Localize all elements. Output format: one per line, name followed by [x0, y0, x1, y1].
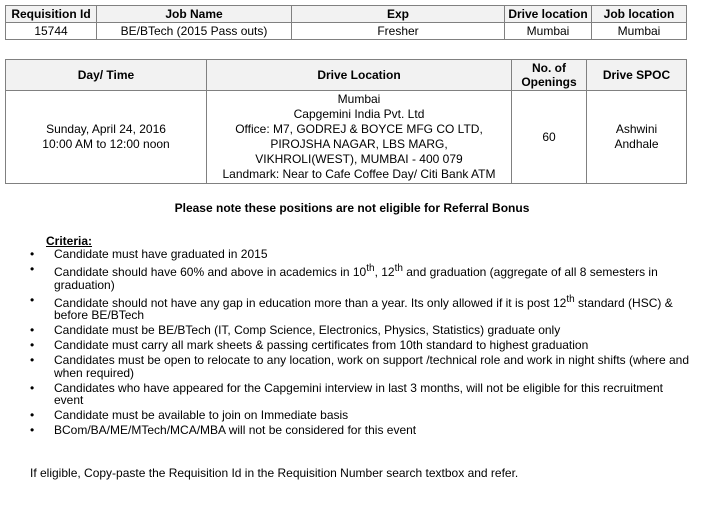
header-drive-spoc: Drive SPOC — [587, 60, 687, 91]
list-item — [0, 409, 690, 422]
spoc-last-name: Andhale — [614, 137, 659, 151]
drive-header-row — [6, 60, 687, 91]
criteria-text: Candidate should have 60% and above in academics in 10 — [54, 265, 367, 279]
header-job-location: Job location — [592, 6, 687, 23]
cell-job-name: BE/BTech (2015 Pass outs) — [97, 23, 292, 40]
header-openings — [512, 60, 587, 91]
criteria-text: , 12 — [374, 265, 395, 279]
list-item — [0, 382, 690, 407]
bullet-icon: • — [30, 323, 35, 337]
footer-instruction: If eligible, Copy-paste the Requisition Id in the Requisition Number search textbox and refer. — [30, 466, 519, 480]
list-item — [0, 354, 690, 379]
criteria-text: Candidate must carry all mark sheets & passing certificates from 10th standard to highest graduation — [54, 338, 589, 352]
header-job-name: Job Name — [97, 6, 292, 23]
address-line: Office: M7, GODREJ & BOYCE MFG CO LTD, — [235, 122, 483, 136]
drive-day: Sunday, April 24, 2016 — [46, 122, 166, 136]
header-openings-line1: No. of — [532, 61, 566, 75]
superscript: th — [394, 263, 403, 274]
header-day-time: Day/ Time — [6, 60, 207, 91]
cell-drive-location: Mumbai — [505, 23, 592, 40]
bullet-icon: • — [30, 408, 35, 422]
cell-drive-location-address — [207, 91, 512, 184]
cell-requisition-id: 15744 — [6, 23, 97, 40]
header-drive-location: Drive Location — [207, 60, 512, 91]
requisition-table — [5, 5, 687, 40]
address-line: PIROJSHA NAGAR, LBS MARG, — [270, 137, 448, 151]
bullet-icon: • — [30, 292, 35, 307]
criteria-text: Candidate should not have any gap in education more than a year. Its only allowed if it is post 12 — [54, 295, 567, 310]
criteria-text: Candidates who have appeared for the Capgemini interview in last 3 months, will not be eligible for this recruitment event — [54, 380, 663, 407]
criteria-text: BCom/BA/ME/MTech/MCA/MBA will not be considered for this event — [54, 423, 417, 437]
requisition-data-row — [6, 23, 687, 40]
drive-data-row — [6, 91, 687, 184]
criteria-text: Candidates must be open to relocate to any location, work on support /technical role and work in night shifts (where and when required) — [54, 353, 690, 380]
cell-openings: 60 — [512, 91, 587, 184]
criteria-list — [0, 248, 690, 439]
bullet-icon: • — [30, 262, 35, 276]
address-line: Capgemini India Pvt. Ltd — [293, 107, 425, 121]
address-line: VIKHROLI(WEST), MUMBAI - 400 079 — [255, 152, 463, 166]
header-exp: Exp — [292, 6, 505, 23]
list-item — [0, 294, 690, 322]
header-requisition-id: Requisition Id — [6, 6, 97, 23]
requisition-header-row — [6, 6, 687, 23]
referral-bonus-note: Please note these positions are not eligible for Referral Bonus — [174, 201, 530, 215]
cell-drive-spoc — [587, 91, 687, 184]
bullet-icon: • — [30, 423, 35, 437]
header-openings-line2: Openings — [521, 75, 577, 89]
bullet-icon: • — [30, 247, 35, 261]
cell-day-time — [6, 91, 207, 184]
superscript: th — [566, 293, 575, 305]
list-item — [0, 248, 690, 261]
cell-job-location: Mumbai — [592, 23, 687, 40]
bullet-icon: • — [30, 338, 35, 352]
criteria-text: Candidate must be available to join on Immediate basis — [54, 408, 349, 422]
superscript: th — [366, 263, 375, 274]
criteria-title: Criteria: — [46, 234, 93, 248]
criteria-text: Candidate must have graduated in 2015 — [54, 247, 268, 261]
criteria-text: standard (HSC) & before BE/BTech — [54, 295, 673, 322]
criteria-text: and graduation (aggregate of all 8 semesters in graduation) — [54, 265, 658, 292]
address-line: Landmark: Near to Cafe Coffee Day/ Citi Bank ATM — [222, 167, 496, 181]
list-item — [0, 324, 690, 337]
list-item — [0, 339, 690, 352]
address-line: Mumbai — [337, 92, 381, 106]
criteria-text: Candidate must be BE/BTech (IT, Comp Science, Electronics, Physics, Statistics) graduate only — [54, 323, 561, 337]
drive-time: 10:00 AM to 12:00 noon — [42, 137, 170, 151]
bullet-icon: • — [30, 353, 35, 367]
cell-exp: Fresher — [292, 23, 505, 40]
drive-table — [5, 59, 687, 184]
list-item — [0, 424, 690, 437]
bullet-icon: • — [30, 380, 35, 395]
list-item — [0, 263, 690, 291]
header-drive-location: Drive location — [505, 6, 592, 23]
spoc-first-name: Ashwini — [615, 122, 658, 136]
